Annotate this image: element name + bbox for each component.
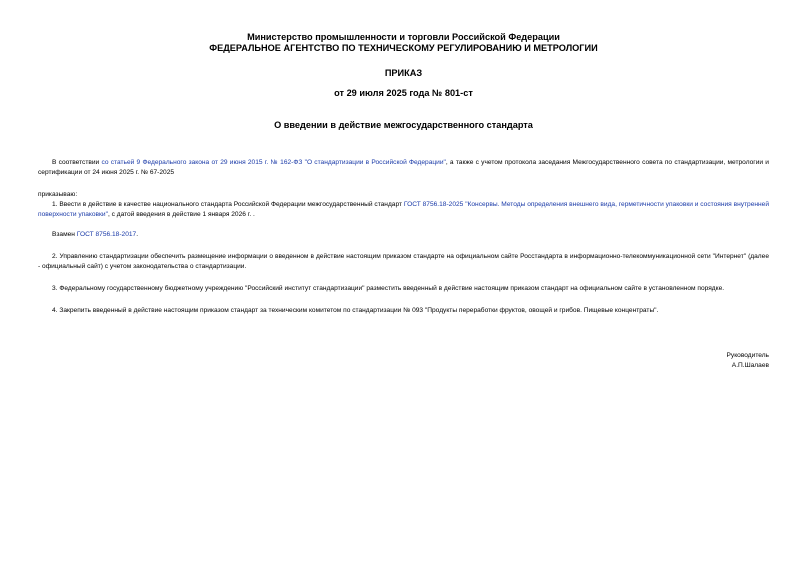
item-4-paragraph: 4. Закрепить введенный в действие настоящим приказом стандарт за техническим комитетом по стандартизации № 093 "Продукты переработки фруктов, овощей и грибов. Пищевые концентраты".	[52, 307, 659, 314]
law-link[interactable]: со статьей 9 Федерального закона от 29 июня 2015 г. № 162-ФЗ "О стандартизации в Российской Федерации"	[101, 159, 446, 166]
agency-name: ФЕДЕРАЛЬНОЕ АГЕНТСТВО ПО ТЕХНИЧЕСКОМУ РЕГУЛИРОВАНИЮ И МЕТРОЛОГИИ	[209, 43, 598, 53]
signature-block	[727, 351, 769, 371]
signature-position: Руководитель	[726, 352, 769, 359]
item-1-text-before: 1. Ввести в действие в качестве национального стандарта Российской Федерации межгосударственный стандарт	[52, 201, 404, 208]
document-page	[38, 32, 770, 369]
ministry-name: Министерство промышленности и торговли Российской Федерации	[247, 32, 560, 42]
replace-text-before: Взамен	[52, 231, 77, 238]
item-1-text-after: , с датой введения в действие 1 января 2026 г. .	[107, 211, 255, 218]
ministry-header	[38, 32, 769, 54]
order-subject: О введении в действие межгосударственного стандарта	[274, 120, 533, 130]
item-2-paragraph: 2. Управлению стандартизации обеспечить размещение информации о введенном в действие настоящим приказом стандарте на официальном сайте Росстандарта в информационно-телекоммуникационной сети "Интернет" (далее - официальный сайт) с учетом законодательства о стандартизации.	[38, 253, 769, 270]
standard-link[interactable]: ГОСТ 8756.18-2025 "Консервы. Методы определения внешнего вида, герметичности упаковки и состояния внутренней поверхности упаковки"	[38, 201, 770, 218]
decree-word: приказываю:	[38, 191, 78, 198]
replace-text-after: .	[136, 231, 139, 238]
preamble-text-after: , а также с учетом протокола заседания Межгосударственного совета по стандартизации, метрологии и сертификации от 24 июня 2025 г. № 67-2025	[38, 159, 769, 176]
preamble-paragraph	[38, 158, 769, 178]
preamble-text-before: В соответствии	[52, 159, 102, 166]
item-1-paragraph	[38, 200, 769, 220]
replaced-standard-link[interactable]: ГОСТ 8756.18-2017	[76, 231, 137, 238]
item-3-paragraph: 3. Федеральному государственному бюджетному учреждению "Российский институт стандартизации" разместить введенный в действие настоящим приказом стандарт на официальном сайте в установленном порядке.	[52, 285, 725, 292]
signature-name: А.П.Шалаев	[731, 362, 769, 369]
replace-paragraph	[38, 230, 769, 240]
order-title: ПРИКАЗ	[384, 68, 423, 78]
order-date-number: от 29 июля 2025 года № 801-ст	[334, 88, 473, 98]
